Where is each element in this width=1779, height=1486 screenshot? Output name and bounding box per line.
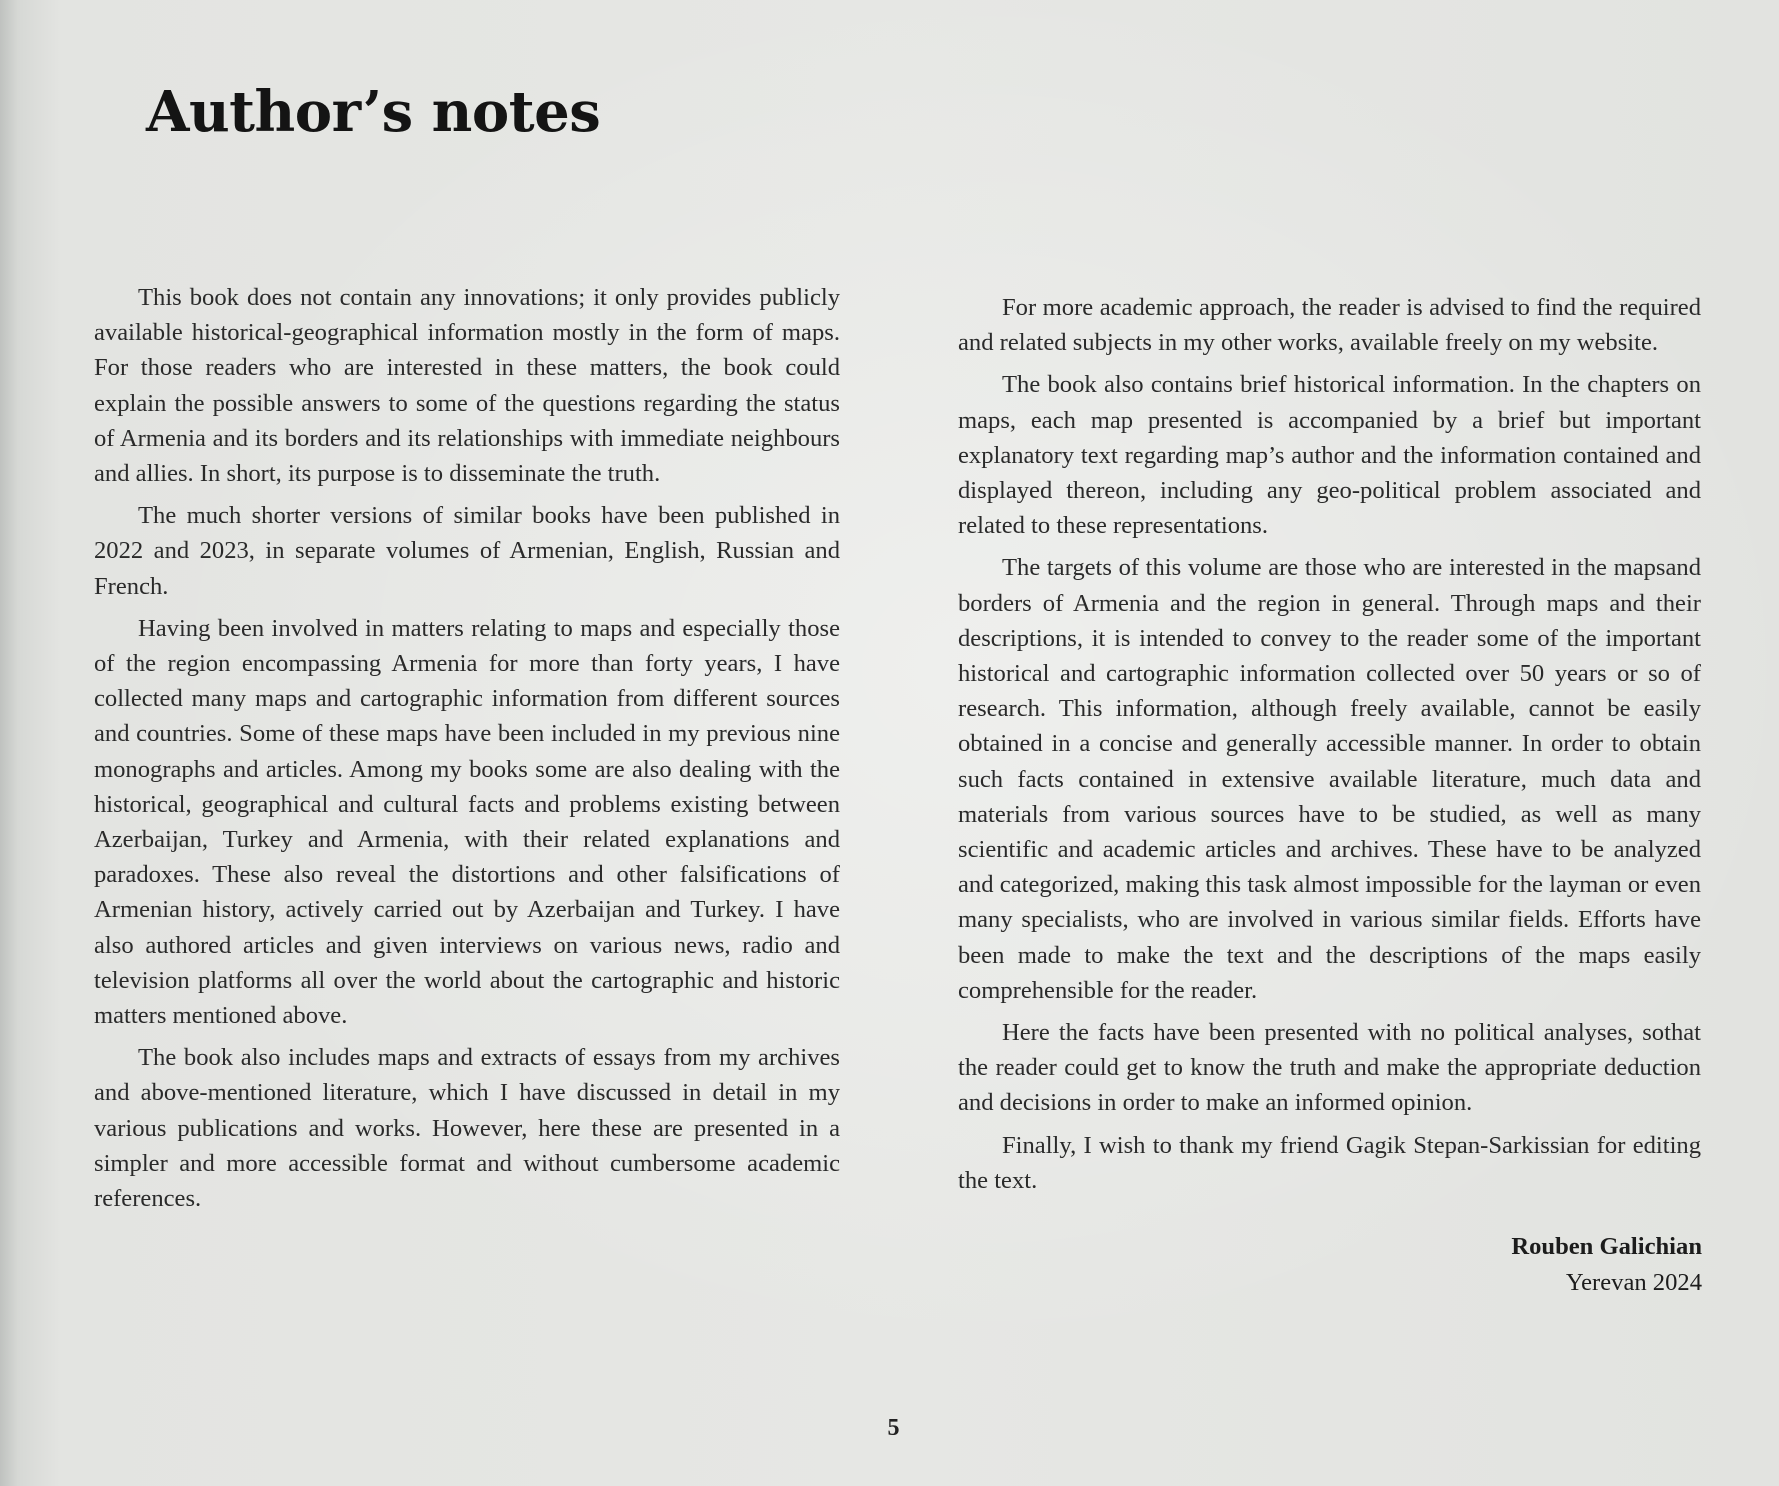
place-date: Yerevan 2024 [1565, 1269, 1702, 1296]
paragraph: The book also includes maps and extracts of essays from my archives and above-mentioned literature, which I have discussed in detail in my various publications and works. However, here these are presented in a simpler and more accessible format and without cumbersome academic references. [94, 1044, 840, 1213]
page-title: Author’s notes [146, 79, 601, 145]
paragraph: Here the facts have been presented with no political analyses, sothat the reader could get to know the truth and make the appropriate deduction and decisions in order to make an informed opinion. [958, 1019, 1701, 1117]
author-name: Rouben Galichian [1511, 1233, 1702, 1260]
paragraph: The book also contains brief historical information. In the chapters on maps, each map presented is accompanied by a brief but important explanatory text regarding map’s author and the information contained and displayed thereon, including any geo-political problem associated and related to these representations. [958, 371, 1701, 540]
paragraph: Finally, I wish to thank my friend Gagik Stepan-Sarkissian for editing the text. [958, 1131, 1701, 1194]
paragraph: The targets of this volume are those who are interested in the mapsand borders of Armenia and the region in general. Through maps and their descriptions, it is intended to convey to the reader some of the important historical and cartographic information collected over 50 years or so of research. This information, although freely available, cannot be easily obtained in a concise and generally accessible manner. In order to obtain such facts contained in extensive available literature, much data and materials from various sources have to be studied, as well as many scientific and academic articles and archives. These have to be analyzed and categorized, making this task almost impossible for the layman or even many specialists, who are involved in various similar fields. Efforts have been made to make the text and the descriptions of the maps easily comprehensible for the reader. [958, 554, 1701, 1004]
paragraph: The much shorter versions of similar books have been published in 2022 and 2023, in separate volumes of Armenian, English, Russian and French. [94, 502, 840, 600]
author-signature [1511, 1229, 1702, 1301]
paragraph: For more academic approach, the reader is advised to find the required and related subjects in my other works, available freely on my website. [958, 294, 1701, 357]
page-number: 5 [887, 1415, 900, 1441]
paragraph: Having been involved in matters relating to maps and especially those of the region encompassing Armenia for more than forty years, I have collected many maps and cartographic information from different sources and countries. Some of these maps have been included in my previous nine monographs and articles. Among my books some are also dealing with the historical, geographical and cultural facts and problems existing between Azerbaijan, Turkey and Armenia, with their related explanations and paradoxes. These also reveal the distortions and other falsifications of Armenian history, actively carried out by Azerbaijan and Turkey. I have also authored articles and given interviews on various news, radio and television platforms all over the world about the cartographic and historic matters mentioned above. [94, 614, 840, 1030]
left-text-column [94, 280, 840, 1223]
right-text-column [958, 290, 1701, 1205]
paragraph: This book does not contain any innovations; it only provides publicly available historical-geographical information mostly in the form of maps. For those readers who are interested in these matters, the book could explain the possible answers to some of the questions regarding the status of Armenia and its borders and its relationships with immediate neighbours and allies. In short, its purpose is to disseminate the truth. [94, 284, 840, 488]
